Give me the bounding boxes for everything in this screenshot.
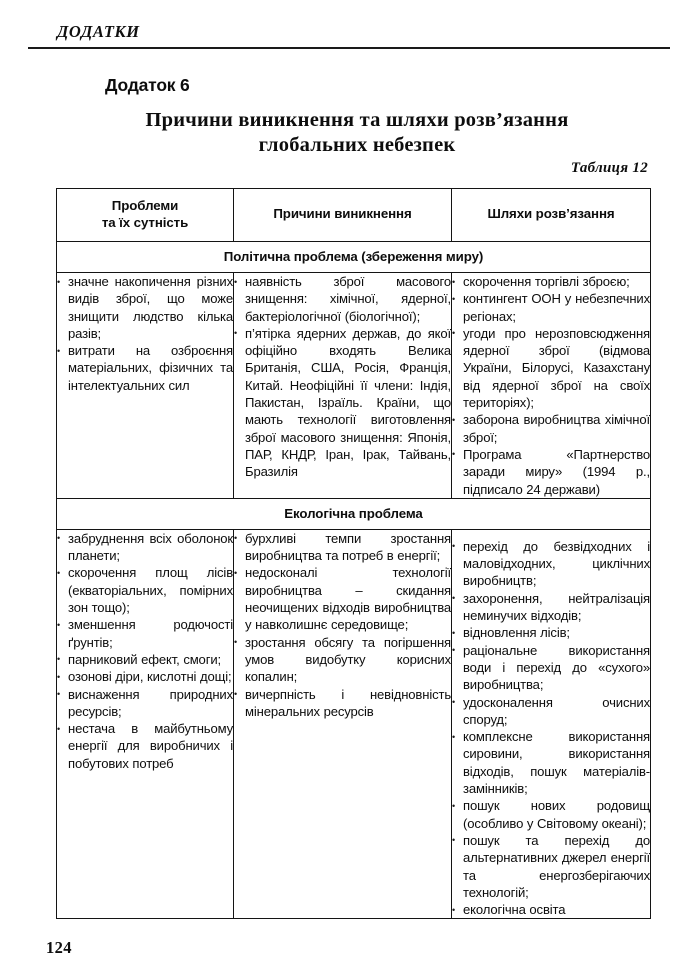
section-title-ecological: Екологічна проблема xyxy=(57,498,651,529)
list-item: • скорочення торгівлі зброєю; xyxy=(452,273,650,290)
section-title-row-ecological xyxy=(57,498,651,529)
list-item: • угоди про нерозповсюдження ядерної зброї (відмова України, Білорусі, Казахстану від ядерної зброї на своїх територіях); xyxy=(452,325,650,411)
list-item: • комплексне використання сировини, використання відходів, пошук матеріалів-замінників; xyxy=(452,728,650,797)
list-item: • перехід до безвідходних і маловідходних, циклічних виробництв; xyxy=(452,538,650,590)
list-item: • вичерпність і невідновність мінеральних ресурсів xyxy=(234,686,451,721)
cell-causes-political xyxy=(234,273,452,499)
header-divider-rule xyxy=(28,47,670,49)
table-caption: Таблиця 12 xyxy=(570,160,648,176)
list-item: • озонові діри, кислотні дощі; xyxy=(57,668,233,685)
list-item: • виснаження природних ресурсів; xyxy=(57,686,233,721)
running-head: ДОДАТКИ xyxy=(57,22,140,41)
list-item: • витрати на озброєння матеріальних, фізичних та інтелектуальних сил xyxy=(57,342,233,394)
list-item: • заборона виробництва хімічної зброї; xyxy=(452,411,650,446)
column-header-problems-line-2: та їх сутність xyxy=(101,214,189,230)
list-item: • захоронення, нейтралізація неминучих відходів; xyxy=(452,590,650,625)
list-item: • зростання обсягу та погіршення умов видобутку корисних копалин; xyxy=(234,634,451,686)
column-header-problems xyxy=(57,189,234,242)
list-item: • пошук та перехід до альтернативних джерел енергії та енергозберігаючих технологій; xyxy=(452,832,650,901)
table-row-political xyxy=(57,273,651,499)
list-solutions-political xyxy=(452,273,650,498)
column-header-problems-line-1: Проблеми xyxy=(111,198,179,213)
list-item: • зменшення родючості ґрунтів; xyxy=(57,616,233,651)
column-header-solutions: Шляхи розв’язання xyxy=(452,189,651,242)
list-item: • відновлення лісів; xyxy=(452,624,650,641)
list-item: • екологічна освіта xyxy=(452,901,650,918)
cell-problems-political xyxy=(57,273,234,499)
list-causes-political xyxy=(234,273,451,481)
list-item: • нестача в майбутньому енергії для виробничих і побутових потреб xyxy=(57,720,233,772)
global-problems-table xyxy=(56,188,651,919)
list-item: • пошук нових родовищ (особливо у Світовому океані); xyxy=(452,797,650,832)
page-title xyxy=(60,108,654,158)
cell-solutions-ecological xyxy=(452,529,651,919)
appendix-label: Додаток 6 xyxy=(105,75,190,95)
list-item: • парниковий ефект, смоги; xyxy=(57,651,233,668)
section-title-political: Політична проблема (збереження миру) xyxy=(57,242,651,273)
list-item: • наявність зброї масового знищення: хімічної, ядерної, бактеріологічної (біологічної); xyxy=(234,273,451,325)
list-solutions-ecological xyxy=(452,538,650,919)
list-item: • раціональне використання води і перехід до «сухого» виробництва; xyxy=(452,642,650,694)
list-item: • недосконалі технології виробництва – скидання неочищених відходів виробництва у навколишнє середовище; xyxy=(234,564,451,633)
cell-solutions-political xyxy=(452,273,651,499)
list-item: • скорочення площ лісів (екваторіальних, помірних зон тощо); xyxy=(57,564,233,616)
list-problems-ecological xyxy=(57,530,233,772)
list-item: • бурхливі темпи зростання виробництва та потреб в енергії; xyxy=(234,530,451,565)
cell-causes-ecological xyxy=(234,529,452,919)
list-item: • забруднення всіх оболонок планети; xyxy=(57,530,233,565)
list-item: • контингент ООН у небезпечних регіонах; xyxy=(452,290,650,325)
section-title-row-political xyxy=(57,242,651,273)
page-title-line-1: Причини виникнення та шляхи розв’язання xyxy=(145,109,569,131)
column-header-causes: Причини виникнення xyxy=(234,189,452,242)
list-problems-political xyxy=(57,273,233,394)
table-row-ecological xyxy=(57,529,651,919)
list-causes-ecological xyxy=(234,530,451,720)
page-number: 124 xyxy=(46,938,72,957)
list-item: • значне накопичення різних видів зброї, що може знищити людство кілька разів; xyxy=(57,273,233,342)
list-item: • удосконалення очисних споруд; xyxy=(452,694,650,729)
list-item: • Програма «Партнерство заради миру» (1994 р., підписало 24 держави) xyxy=(452,446,650,498)
table-header-row xyxy=(57,189,651,242)
cell-problems-ecological xyxy=(57,529,234,919)
list-item: • п’ятірка ядерних держав, до якої офіційно входять Велика Британія, США, Росія, Франція, Китай. Неофіційні її члени: Індія, Пакистан, Ізраїль. Країни, що мають технології виготовлення зброї масового знищення: Японія, ПАР, КНДР, Іран, Ірак, Тайвань, Бразилія xyxy=(234,325,451,481)
page-title-line-2: глобальних небезпек xyxy=(258,134,456,156)
